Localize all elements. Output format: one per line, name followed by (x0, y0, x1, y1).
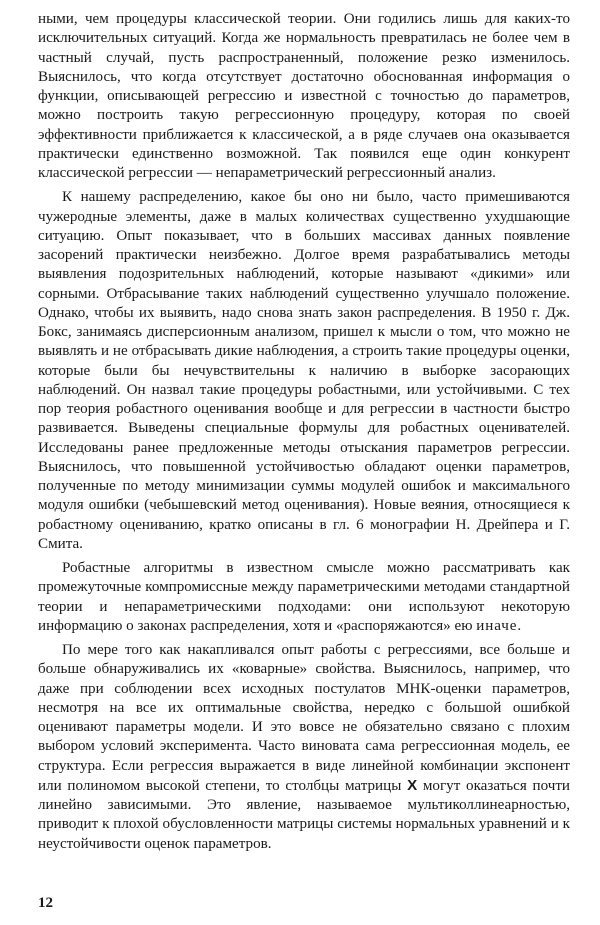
paragraph-3-end: . (517, 617, 522, 634)
paragraph-4 (38, 641, 570, 854)
paragraph-1-text: ными, чем процедуры классической теории. Они годились лишь для каких-то исключительных ситуаций. Когда же нормальность превратилась не более чем в частный случай, пусть распространенный, положение резко изменилось. Выяснилось, что когда отсутствует достаточно обоснованная информация о функции, описывающей регрессию и известной с точностью до параметров, можно построить такую регрессионную процедуру, которая по своей эффективности приближается к классической, а в ряде случаев она оказывается практически единственно возможной. Так появился еще один конкурент классической регрессии — непараметрический регрессионный анализ. (38, 11, 570, 181)
paragraph-3-text: Робастные алгоритмы в известном смысле можно рассматривать как промежуточные компромиссные между параметрическими методами стандартной теории и непараметрическими подходами: они используют некоторую информацию о законах распределения, хотя и «распоряжаются» ею (38, 560, 570, 634)
page-number: 12 (38, 895, 53, 911)
paragraph-3-spaced-word: иначе (476, 617, 518, 634)
paragraph-4-end: могут оказаться почти линейно зависимыми. Это явление, называемое мультиколлинеарностью, приводит к плохой обусловленности матрицы системы нормальных уравнений и к неустойчивости оценок параметров. (38, 777, 570, 852)
paragraph-2 (38, 188, 570, 554)
paragraph-3 (38, 559, 570, 636)
paragraph-1 (38, 10, 570, 183)
paragraph-2-text: К нашему распределению, какое бы оно ни было, часто примешиваются чужеродные элементы, даже в малых количествах существенно ухудшающие ситуацию. Опыт показывает, что в больших массивах данных появление засорений практически неизбежно. Долгое время разрабатывались методы выявления подозрительных наблюдений, которые называют «дикими» или сорными. Отбрасывание таких наблюдений существенно улучшало положение. Однако, чтобы их выявить, надо снова знать закон распределения. В 1950 г. Дж. Бокс, занимаясь дисперсионным анализом, пришел к мысли о том, что можно не выявлять и не отбрасывать дикие наблюдения, а строить такие процедуры оценки, которые были бы нечувствительны к наличию в выборке засорающих наблюдений. Он назвал такие процедуры робастными, или устойчивыми. С тех пор теория робастного оценивания вообще и для регрессии в частности быстро развивается. Выведены специальные формулы для робастных оценивателей. Исследованы ранее предложенные методы отыскания параметров регрессии. Выяснилось, что повышенной устойчивостью обладают оценки параметров, полученные по методу минимизации суммы модулей ошибок и максимального модуля ошибки (чебышевский метод оценивания). Новые веяния, относящиеся к робастному оцениванию, кратко описаны в гл. 6 монографии Н. Дрейпера и Г. Смита. (38, 189, 570, 552)
paragraph-4-text: По мере того как накапливался опыт работы с регрессиями, все больше и больше обнаруживались их «коварные» свойства. Выяснилось, например, что даже при соблюдении всех исходных постулатов МНК-оценки параметров, несмотря на все их оптимальные свойства, нередко с большой ошибкой оценивают параметры модели. И это вовсе не обязательно связано с плохим выбором условий эксперимента. Часто виновата сама регрессионная модель, ее структура. Если регрессия выражается в виде линейной комбинации экспонент или полиномом высокой степени, то столбцы матрицы (38, 642, 570, 794)
matrix-symbol: X (407, 776, 418, 794)
book-page (38, 10, 570, 915)
